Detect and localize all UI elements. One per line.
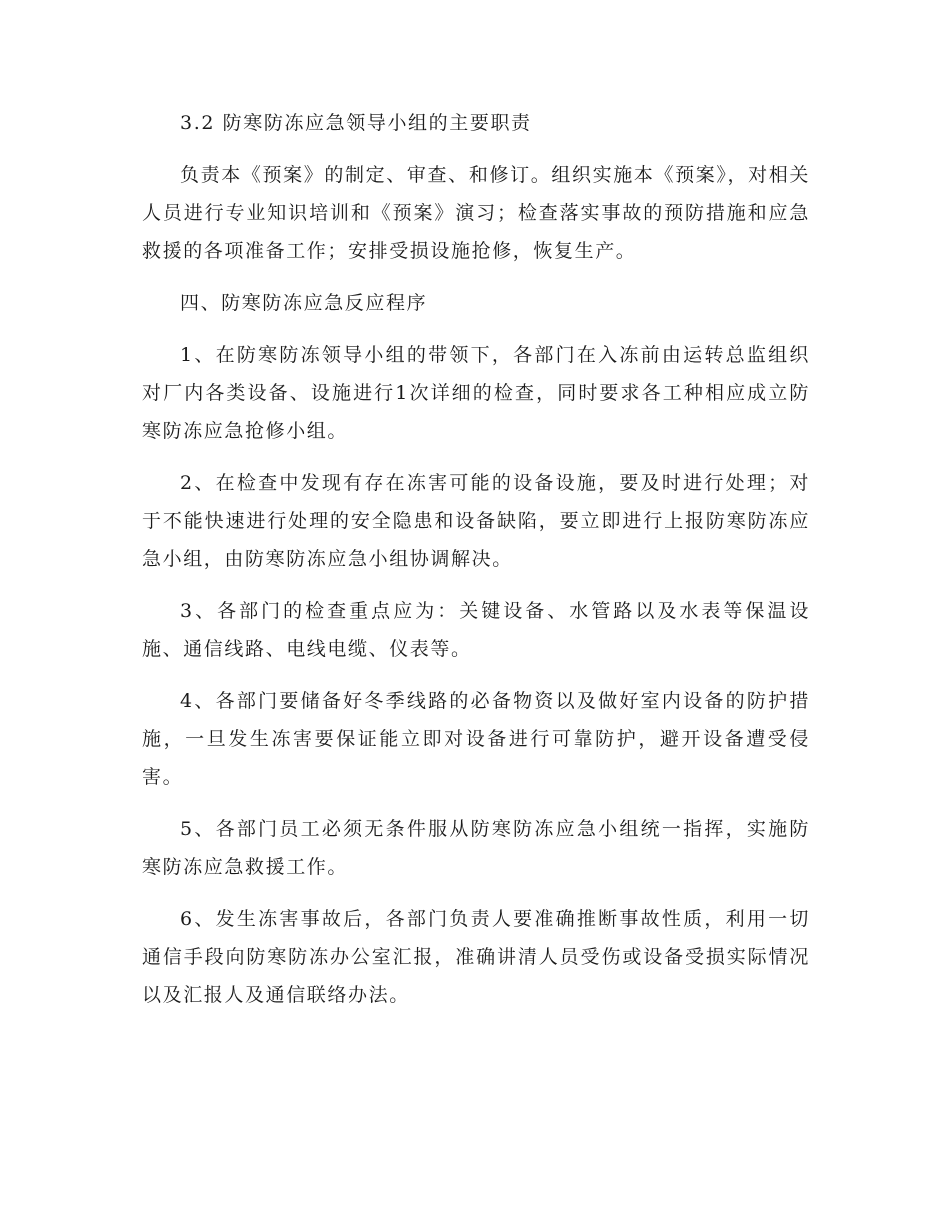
section-body: 负责本《预案》的制定、审查、和修订。组织实施本《预案》，对相关人员进行专业知识培训和《预案》演习；检查落实事故的预防措施和应急救援的各项准备工作；安排受损设施抢修，恢复生产。: [142, 164, 810, 262]
procedure-paragraph-1: 1、在防寒防冻领导小组的带领下，各部门在入冻前由运转总监组织对厂内各类设备、设施进行1次详细的检查，同时要求各工种相应成立防寒防冻应急抢修小组。: [142, 344, 810, 442]
procedure-paragraph-4: 4、各部门要储备好冬季线路的必备物资以及做好室内设备的防护措施，一旦发生冻害要保证能立即对设备进行可靠防护，避开设备遭受侵害。: [142, 690, 810, 788]
procedure-paragraph-3: 3、各部门的检查重点应为：关键设备、水管路以及水表等保温设施、通信线路、电线电缆、仪表等。: [142, 600, 810, 660]
procedure-paragraph-2: 2、在检查中发现有存在冻害可能的设备设施，要及时进行处理；对于不能快速进行处理的安全隐患和设备缺陷，要立即进行上报防寒防冻应急小组，由防寒防冻应急小组协调解决。: [142, 472, 810, 570]
procedure-paragraph-5: 5、各部门员工必须无条件服从防寒防冻应急小组统一指挥，实施防寒防冻应急救援工作。: [142, 818, 810, 878]
section-title: 3.2 防寒防冻应急领导小组的主要职责: [180, 112, 532, 134]
document-page: [142, 104, 810, 1014]
chapter-title: 四、防寒防冻应急反应程序: [180, 292, 428, 314]
procedure-paragraph-6: 6、发生冻害事故后，各部门负责人要准确推断事故性质，利用一切通信手段向防寒防冻办公室汇报，准确讲清人员受伤或设备受损实际情况以及汇报人及通信联络办法。: [142, 908, 810, 1006]
